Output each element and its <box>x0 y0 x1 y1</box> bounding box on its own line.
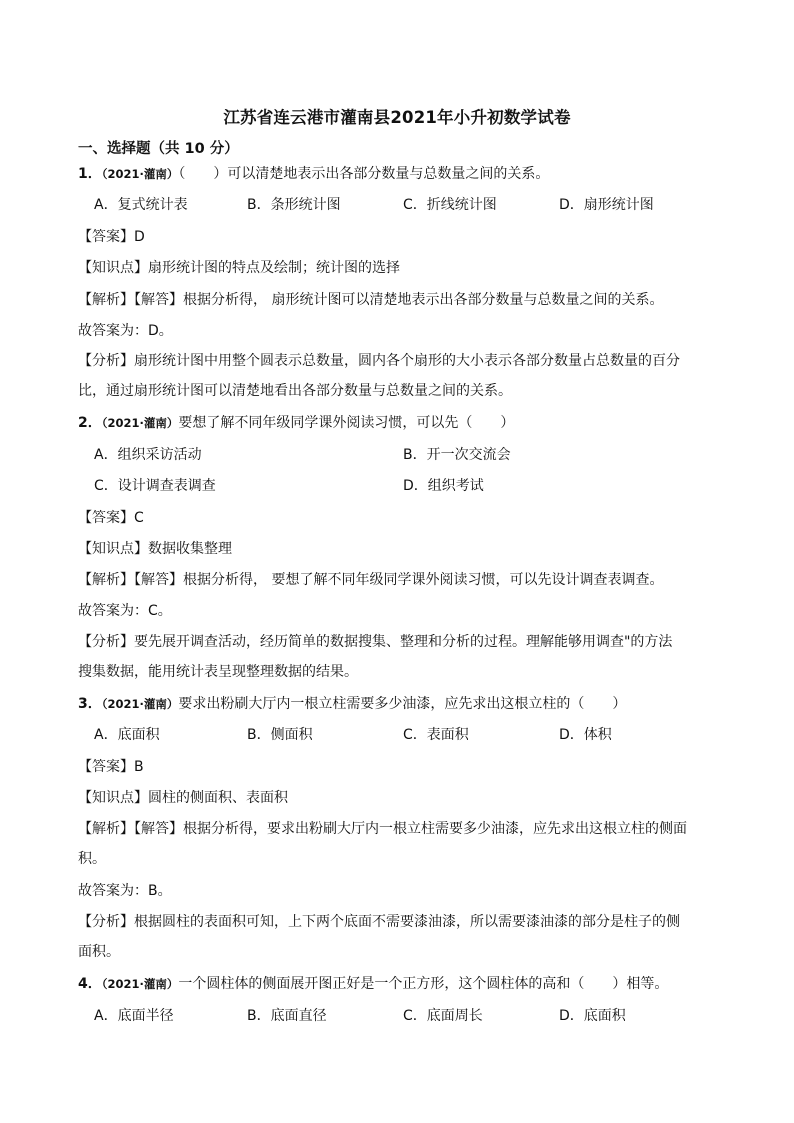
option-c: C．表面积 <box>403 727 469 743</box>
question-stem: 要想了解不同年级同学课外阅读习惯，可以先（ ） <box>178 415 515 431</box>
question-stem: 要求出粉刷大厅内一根立柱需要多少油漆，应先求出这根立柱的（ ） <box>178 696 627 712</box>
question-source: （2021·灌南） <box>101 167 179 181</box>
question-4 <box>78 974 668 994</box>
question-1 <box>78 164 549 184</box>
option-d: D．体积 <box>559 727 612 743</box>
conclusion-line: 故答案为：D。 <box>78 323 173 339</box>
question-number: 2． <box>78 415 102 431</box>
option-c: C．底面周长 <box>403 1008 483 1024</box>
analysis-line-1: 【解析】【解答】根据分析得，要求出粉刷大厅内一根立柱需要多少油漆，应先求出这根立柱的侧面 <box>78 821 687 837</box>
fenxi-line-1: 【分析】根据圆柱的表面积可知，上下两个底面不需要漆油漆，所以需要漆油漆的部分是柱子的侧 <box>78 914 680 930</box>
analysis-line: 【解析】【解答】根据分析得， 要想了解不同年级同学课外阅读习惯，可以先设计调查表调查。 <box>78 572 664 588</box>
option-b: B．条形统计图 <box>247 197 341 213</box>
option-d: D．扇形统计图 <box>559 197 654 213</box>
analysis-line: 【解析】【解答】根据分析得， 扇形统计图可以清楚地表示出各部分数量与总数量之间的关系。 <box>78 292 664 308</box>
answer-line: 【答案】C <box>78 510 144 526</box>
section-heading: 一、选择题（共 10 分） <box>78 141 239 157</box>
fenxi-line-1: 【分析】扇形统计图中用整个圆表示总数量，圆内各个扇形的大小表示各部分数量占总数量的百分 <box>78 353 680 369</box>
fenxi-line-2: 比，通过扇形统计图可以清楚地看出各部分数量与总数量之间的关系。 <box>78 383 512 399</box>
question-number: 3． <box>78 696 102 712</box>
option-d: D．底面积 <box>559 1008 626 1024</box>
option-a: A．底面半径 <box>94 1008 174 1024</box>
knowledge-line: 【知识点】圆柱的侧面积、表面积 <box>78 790 288 806</box>
page-title: 江苏省连云港市灌南县2021年小升初数学试卷 <box>223 108 571 127</box>
fenxi-line-2: 搜集数据，能用统计表呈现整理数据的结果。 <box>78 664 358 680</box>
option-c: C．设计调查表调查 <box>94 478 216 494</box>
question-source: （2021·灌南） <box>101 416 179 430</box>
question-3 <box>78 694 626 714</box>
question-source: （2021·灌南） <box>101 977 179 991</box>
question-2 <box>78 413 514 433</box>
answer-line: 【答案】D <box>78 229 145 245</box>
option-b: B．侧面积 <box>247 727 313 743</box>
question-stem: （ ）可以清楚地表示出各部分数量与总数量之间的关系。 <box>178 166 550 182</box>
question-number: 1． <box>78 166 102 182</box>
knowledge-line: 【知识点】扇形统计图的特点及绘制；统计图的选择 <box>78 260 400 276</box>
option-b: B．底面直径 <box>247 1008 327 1024</box>
option-a: A．复式统计表 <box>94 197 188 213</box>
option-c: C．折线统计图 <box>403 197 497 213</box>
question-stem: 一个圆柱体的侧面展开图正好是一个正方形，这个圆柱体的高和（ ）相等。 <box>178 976 669 992</box>
conclusion-line: 故答案为：B。 <box>78 883 172 899</box>
conclusion-line: 故答案为：C。 <box>78 603 172 619</box>
option-a: A．底面积 <box>94 727 160 743</box>
option-d: D．组织考试 <box>403 478 484 494</box>
analysis-line-2: 积。 <box>78 851 106 867</box>
option-a: A．组织采访活动 <box>94 447 202 463</box>
knowledge-line: 【知识点】数据收集整理 <box>78 541 232 557</box>
fenxi-line-2: 面积。 <box>78 944 120 960</box>
answer-line: 【答案】B <box>78 759 144 775</box>
option-b: B．开一次交流会 <box>403 447 511 463</box>
question-number: 4． <box>78 976 102 992</box>
question-source: （2021·灌南） <box>101 697 179 711</box>
fenxi-line-1: 【分析】要先展开调查活动，经历简单的数据搜集、整理和分析的过程。理解能够用调查"的方法 <box>78 634 673 650</box>
